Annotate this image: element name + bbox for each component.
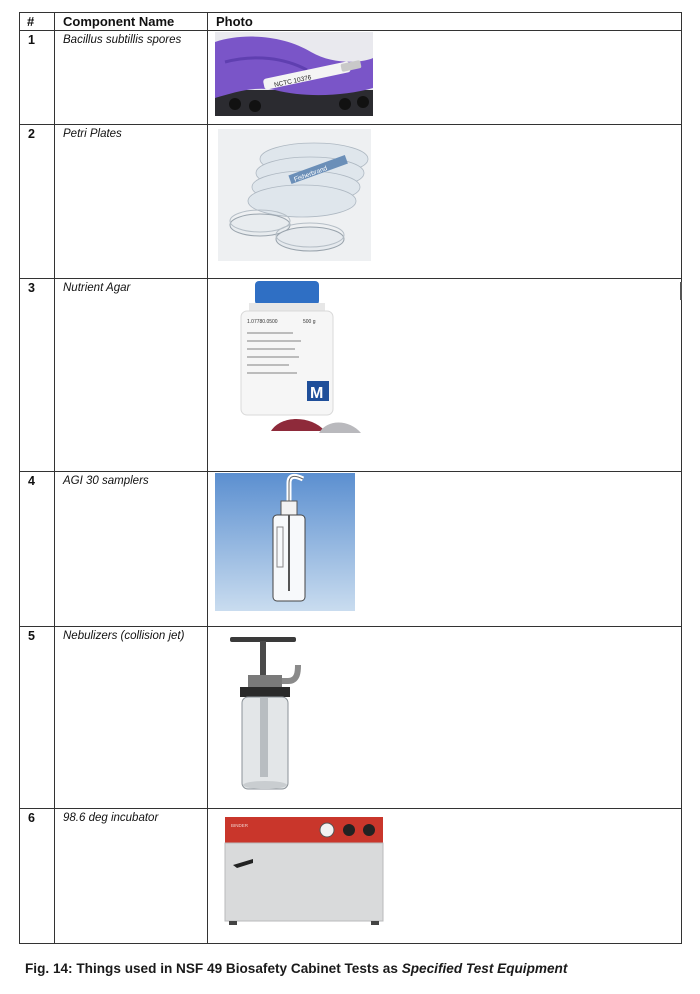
incubator-photo xyxy=(223,815,385,927)
sleeve-label-text: Fisherbrand xyxy=(293,165,329,184)
table-header-row xyxy=(20,13,682,31)
table-row xyxy=(20,627,682,809)
incubator-brand: BINDER xyxy=(231,823,249,828)
brand-mark: M xyxy=(310,385,324,402)
header-number: # xyxy=(20,13,55,31)
figure-caption xyxy=(25,961,567,976)
component-name: Nutrient Agar xyxy=(55,279,208,472)
component-name: Petri Plates xyxy=(55,125,208,279)
row-number: 1 xyxy=(20,31,55,125)
photo-cell xyxy=(208,279,682,472)
component-name: AGI 30 samplers xyxy=(55,472,208,627)
agar-catalog-number: 1.07780.0500 xyxy=(247,319,278,325)
row-number: 5 xyxy=(20,627,55,809)
vial-label-text: NCTC 10376 xyxy=(273,74,313,89)
table-row xyxy=(20,472,682,627)
row-number: 6 xyxy=(20,809,55,944)
row-number: 3 xyxy=(20,279,55,472)
agar-size-label: 500 g xyxy=(303,319,316,325)
header-component-name: Component Name xyxy=(55,13,208,31)
petri-plates-photo xyxy=(218,129,371,261)
caption-text: Fig. 14: Things used in NSF 49 Biosafety Cabinet Tests as xyxy=(25,961,402,976)
table-row xyxy=(20,809,682,944)
nebulizer-photo xyxy=(226,635,306,795)
component-name: Bacillus subtillis spores xyxy=(55,31,208,125)
table-row xyxy=(20,31,682,125)
nutrient-agar-photo xyxy=(215,281,361,455)
equipment-table xyxy=(19,12,682,944)
header-photo: Photo xyxy=(208,13,682,31)
spores-vial-photo xyxy=(215,32,373,116)
row-number: 2 xyxy=(20,125,55,279)
photo-cell xyxy=(208,809,682,944)
margin-mark xyxy=(680,282,682,300)
component-name: 98.6 deg incubator xyxy=(55,809,208,944)
agi-sampler-photo xyxy=(215,473,355,611)
caption-emphasis: Specified Test Equipment xyxy=(401,961,568,976)
photo-cell xyxy=(208,472,682,627)
table-row xyxy=(20,125,682,279)
table-row xyxy=(20,279,682,472)
photo-cell xyxy=(208,31,682,125)
photo-cell xyxy=(208,125,682,279)
photo-cell xyxy=(208,627,682,809)
component-name: Nebulizers (collision jet) xyxy=(55,627,208,809)
row-number: 4 xyxy=(20,472,55,627)
